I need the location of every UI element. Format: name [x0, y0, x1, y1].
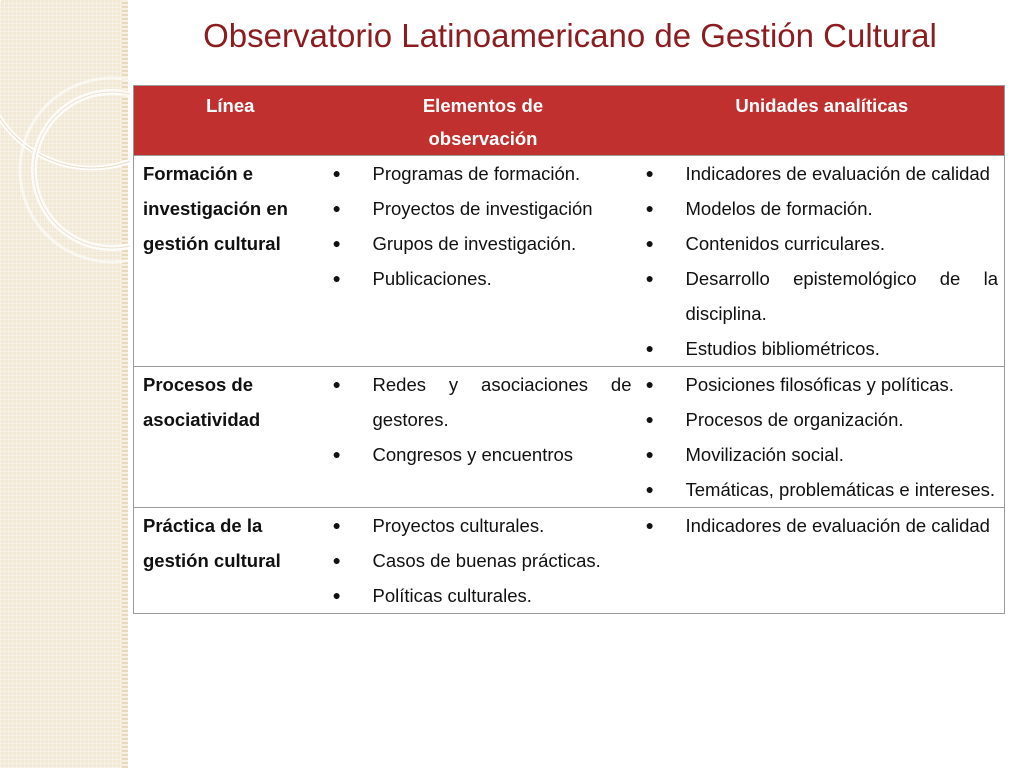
list-item-text: Modelos de formación.: [685, 198, 873, 219]
cell-linea: Formación e investigación en gestión cultural: [134, 156, 327, 367]
header-unidades: Unidades analíticas: [640, 86, 1005, 156]
bullet-dot-icon: ●: [332, 587, 341, 603]
header-elementos: [327, 86, 640, 156]
unidades-list: [646, 367, 999, 507]
list-item: [646, 472, 999, 507]
bullet-dot-icon: ●: [645, 411, 654, 427]
bullet-dot-icon: ●: [332, 270, 341, 286]
table-header-row: [134, 86, 1005, 156]
unidades-list: [646, 508, 999, 543]
elementos-list: [333, 367, 632, 472]
slide-title: Observatorio Latinoamericano de Gestión Cultural: [203, 17, 937, 54]
list-item: [333, 367, 632, 437]
bullet-dot-icon: ●: [332, 200, 341, 216]
unidades-list: [646, 156, 999, 366]
bullet-dot-icon: ●: [645, 517, 654, 533]
list-item: [333, 226, 632, 261]
header-elementos-label: Elementos de observación: [422, 95, 544, 149]
list-item: [333, 437, 632, 472]
bullet-dot-icon: ●: [645, 446, 654, 462]
bullet-dot-icon: ●: [332, 376, 341, 392]
bullet-dot-icon: ●: [332, 446, 341, 462]
list-item-text: Estudios bibliométricos.: [685, 338, 880, 359]
cell-unidades: [640, 367, 1005, 508]
list-item-text: Temáticas, problemáticas e intereses.: [685, 479, 995, 500]
elementos-list: [333, 156, 632, 296]
ring-decoration-icon: [0, 0, 130, 330]
list-item: [333, 543, 632, 578]
observation-table: [133, 85, 1005, 614]
list-item-text: Grupos de investigación.: [372, 233, 577, 254]
list-item: [646, 367, 999, 402]
list-item-text: Programas de formación.: [372, 163, 581, 184]
table-row: [134, 156, 1005, 367]
cell-linea: Procesos de asociatividad: [134, 367, 327, 508]
list-item: [333, 508, 632, 543]
list-item-text: Proyectos culturales.: [372, 515, 545, 536]
bullet-dot-icon: ●: [332, 235, 341, 251]
cell-linea: Práctica de la gestión cultural: [134, 508, 327, 614]
list-item-text: Contenidos curriculares.: [685, 233, 885, 254]
list-item: [646, 331, 999, 366]
list-item-text: Procesos de organización.: [685, 409, 904, 430]
cell-elementos: [327, 156, 640, 367]
list-item: [646, 156, 999, 191]
table-row: [134, 367, 1005, 508]
list-item: [333, 261, 632, 296]
list-item-text: Desarrollo epistemológico de la disciplina.: [685, 268, 998, 324]
list-item-text: Indicadores de evaluación de calidad: [685, 163, 990, 184]
list-item: [646, 226, 999, 261]
bullet-dot-icon: ●: [645, 481, 654, 497]
table-body: [134, 156, 1005, 614]
bullet-dot-icon: ●: [645, 340, 654, 356]
bullet-dot-icon: ●: [332, 165, 341, 181]
list-item: [333, 191, 632, 226]
list-item: [333, 156, 632, 191]
list-item-text: Políticas culturales.: [372, 585, 532, 606]
bullet-dot-icon: ●: [645, 200, 654, 216]
list-item-text: Posiciones filosóficas y políticas.: [685, 374, 954, 395]
elementos-list: [333, 508, 632, 613]
list-item-text: Publicaciones.: [372, 268, 492, 289]
bullet-dot-icon: ●: [332, 552, 341, 568]
bullet-dot-icon: ●: [645, 235, 654, 251]
list-item: [333, 578, 632, 613]
bullet-dot-icon: ●: [332, 517, 341, 533]
list-item: [646, 437, 999, 472]
list-item: [646, 402, 999, 437]
header-linea: Línea: [134, 86, 327, 156]
table-row: [134, 508, 1005, 614]
cell-elementos: [327, 508, 640, 614]
cell-unidades: [640, 156, 1005, 367]
cell-elementos: [327, 367, 640, 508]
list-item-text: Indicadores de evaluación de calidad: [685, 515, 990, 536]
list-item: [646, 261, 999, 331]
bullet-dot-icon: ●: [645, 165, 654, 181]
list-item-text: Movilización social.: [685, 444, 844, 465]
list-item-text: Redes y asociaciones de gestores.: [372, 374, 632, 430]
cell-unidades: [640, 508, 1005, 614]
bullet-dot-icon: ●: [645, 376, 654, 392]
bullet-dot-icon: ●: [645, 270, 654, 286]
list-item-text: Casos de buenas prácticas.: [372, 550, 601, 571]
list-item-text: Congresos y encuentros: [372, 444, 574, 465]
list-item: [646, 191, 999, 226]
list-item-text: Proyectos de investigación: [372, 198, 593, 219]
list-item: [646, 508, 999, 543]
